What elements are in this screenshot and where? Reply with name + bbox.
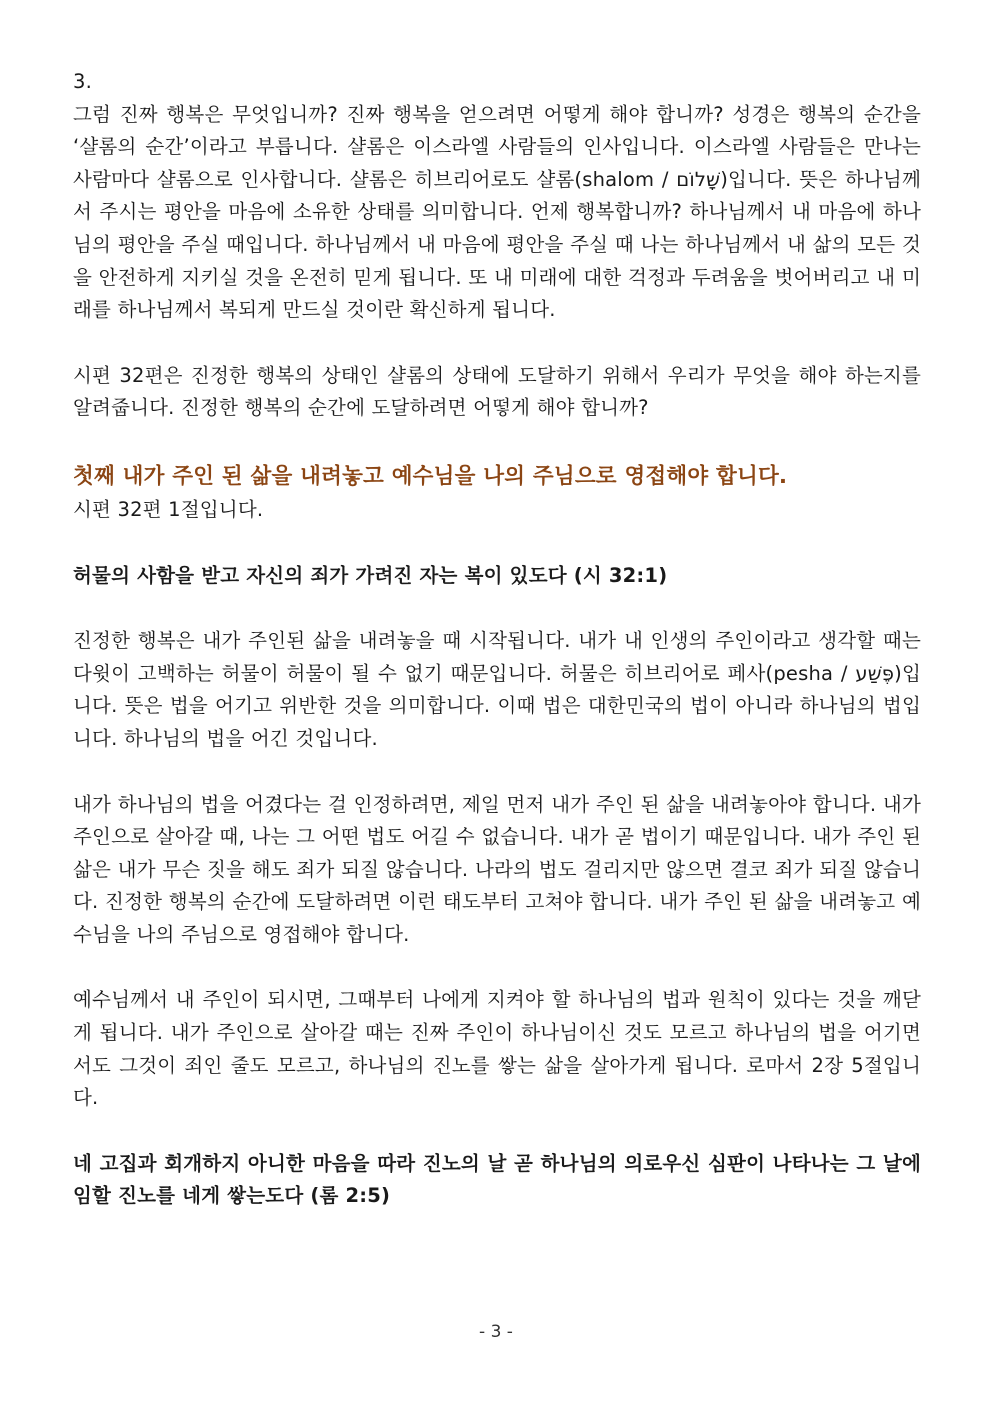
bible-verse-romans: 네 고집과 회개하지 아니한 마음을 따라 진노의 날 곧 하나님의 의로우신 심판이 나타나는 그 날에 임할 진노를 네게 쌓는도다 (롬 2:5) — [73, 1151, 921, 1208]
bible-verse-psalm: 허물의 사함을 받고 자신의 죄가 가려진 자는 복이 있도다 (시 32:1) — [73, 563, 668, 587]
spacer — [73, 756, 921, 789]
spacer — [73, 527, 921, 560]
paragraph-verse-ref: 시편 32편 1절입니다. — [73, 497, 264, 521]
spacer — [73, 951, 921, 984]
document-body — [73, 66, 921, 1213]
paragraph-psalm-32-intro: 시편 32편은 진정한 행복의 상태인 샬롬의 상태에 도달하기 위해서 우리가 무엇을 해야 하는지를 알려줍니다. 진정한 행복의 순간에 도달하려면 어떻게 해야 합니까? — [73, 363, 921, 420]
paragraph-lordship: 예수님께서 내 주인이 되시면, 그때부터 나에게 지켜야 할 하나님의 법과 원칙이 있다는 것을 깨닫게 됩니다. 내가 주인으로 살아갈 때는 진짜 주인이 하나님이신 것도 모르고 하나님의 법을 어기면서도 그것이 죄인 줄도 모르고, 하나님의 진노를 쌓는 삶을 살아가게 됩니다. 로마서 2장 5절입니다. — [73, 988, 921, 1110]
spacer — [73, 1115, 921, 1148]
paragraph-law: 내가 하나님의 법을 어겼다는 걸 인정하려면, 제일 먼저 내가 주인 된 삶을 내려놓아야 합니다. 내가 주인으로 살아갈 때, 나는 그 어떤 법도 어길 수 없습니다. 내가 곧 법이기 때문입니다. 내가 주인 된 삶은 내가 무슨 짓을 해도 죄가 되질 않습니다. 나라의 법도 걸리지만 않으면 결코 죄가 되질 않습니다. 진정한 행복의 순간에 도달하려면 이런 태도부터 고쳐야 합니다. 내가 주인 된 삶을 내려놓고 예수님을 나의 주님으로 영접해야 합니다. — [73, 792, 921, 946]
section-heading: 첫째 내가 주인 된 삶을 내려놓고 예수님을 나의 주님으로 영접해야 합니다. — [73, 463, 788, 489]
page-number: - 3 - — [479, 1322, 513, 1342]
spacer — [73, 425, 921, 458]
paragraph-shalom: 그럼 진짜 행복은 무엇입니까? 진짜 행복을 얻으려면 어떻게 해야 합니까? 성경은 행복의 순간을 ‘샬롬의 순간’이라고 부릅니다. 샬롬은 이스라엘 사람들의 인사입니다. 이스라엘 사람들은 만나는 사람마다 샬롬으로 인사합니다. 샬롬은 히브리어로도 샬롬(shalom / שָׁלוֹם)입니다. 뜻은 하나님께서 주시는 평안을 마음에 소유한 상태를 의미합니다. 언제 행복합니까? 하나님께서 내 마음에 하나님의 평안을 주실 때입니다. 하나님께서 내 마음에 평안을 주실 때 나는 하나님께서 내 삶의 모든 것을 안전하게 지키실 것을 온전히 믿게 됩니다. 또 내 미래에 대한 걱정과 두려움을 벗어버리고 내 미래를 하나님께서 복되게 만드실 것이란 확신하게 됩니다. — [73, 102, 921, 322]
spacer — [73, 327, 921, 360]
spacer — [73, 592, 921, 625]
paragraph-transgression: 진정한 행복은 내가 주인된 삶을 내려놓을 때 시작됩니다. 내가 내 인생의 주인이라고 생각할 때는 다윗이 고백하는 허물이 허물이 될 수 없기 때문입니다. 허물은 히브리어로 페사(pesha / פֶּשַׁע)입니다. 뜻은 법을 어기고 위반한 것을 의미합니다. 이때 법은 대한민국의 법이 아니라 하나님의 법입니다. 하나님의 법을 어긴 것입니다. — [73, 629, 921, 750]
section-number: 3. — [73, 70, 93, 93]
